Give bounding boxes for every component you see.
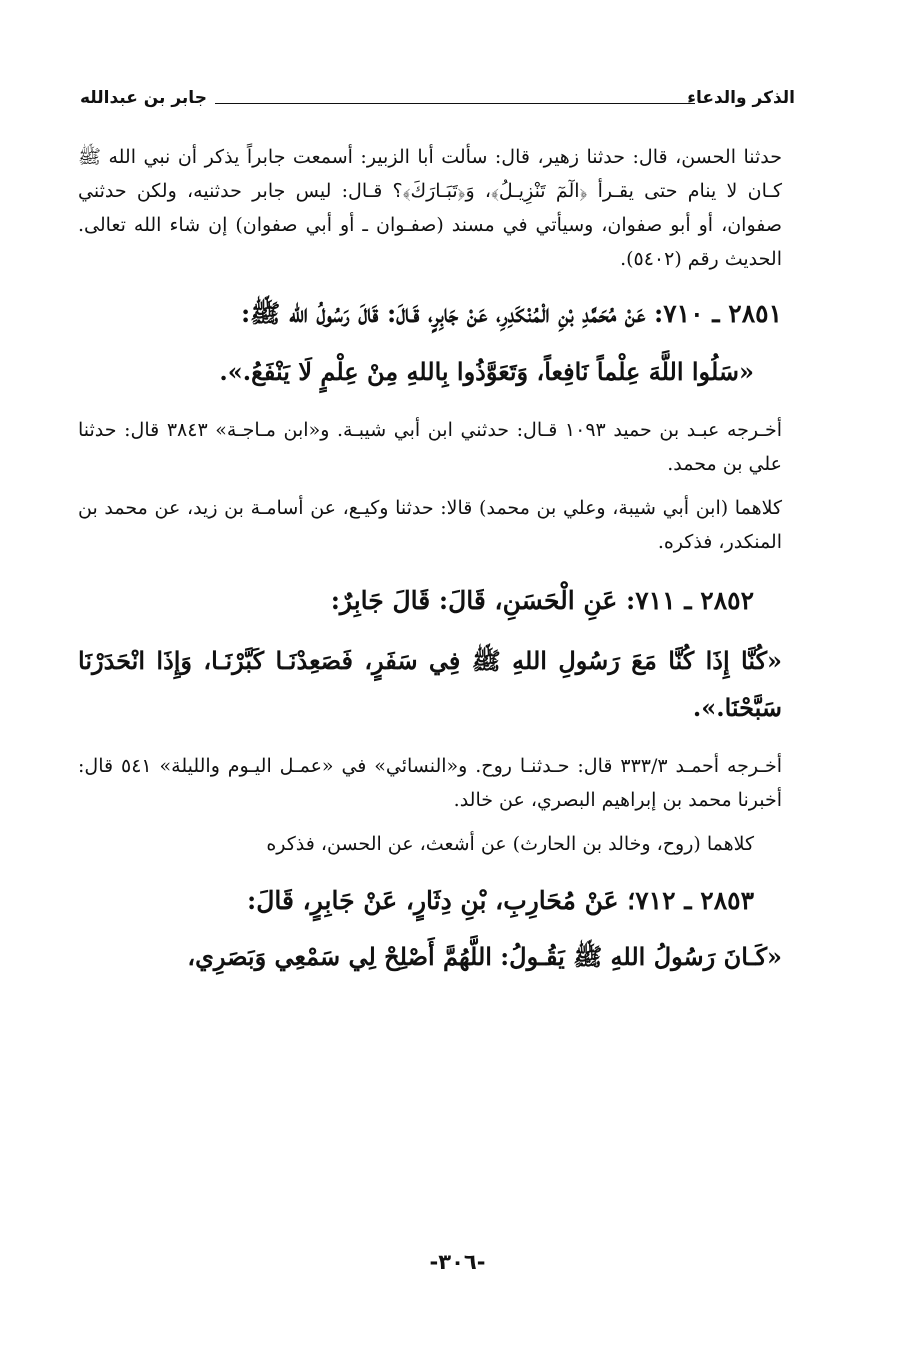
chain-paragraph: كلاهما (ابن أبي شيبة، وعلي بن محمد) قالا: حدثنا وكيـع، عن أسامـة بن زيد، عن محمد بن المنكدر، فذكره. bbox=[78, 497, 782, 553]
page-number: -٣٠٦- bbox=[429, 1250, 486, 1274]
takhrij-paragraph: أخـرجه عبـد بن حميد ١٠٩٣ قـال: حدثني ابن أبي شيبـة. و«ابن مـاجـة» ٣٨٤٣ قال: حدثنا علي بن محمد. bbox=[78, 419, 782, 475]
commentary-paragraph: حدثنا الحسن، قال: حدثنا زهير، قال: سألت أبا الزبير: أسمعت جابراً يذكر أن نبي الله ﷺ كـان لا ينام حتى يقـرأ ﴿الٓمٓ تَنْزِيـلُ﴾، وَ﴿تَبَـارَكَ﴾؟ قـال: ليس جابر حدثنيه، ولكن حدثني صفوان، أو أبو صفوان، وسيأتي في مسند (صفـوان ـ أو أبي صفوان) إن شاء الله تعالى. الحديث رقم (٥٤٠٢). bbox=[78, 146, 783, 270]
hadith-heading: ٢٨٥٣ ـ ٧١٢؛ عَنْ مُحَارِبِ، بْنِ دِثَارٍ، عَنْ جَابِرٍ، قَالَ: bbox=[246, 886, 754, 915]
section-title: الذكر والدعاء bbox=[687, 88, 795, 108]
hadith-text: «سَلُوا اللَّهَ عِلْماً نَافِعاً، وَتَعَوَّذُوا بِاللهِ مِنْ عِلْمٍ لَا يَنْفَعُ.». bbox=[219, 357, 754, 386]
hadith-heading: ٢٨٥١ ـ ٧١٠: عَنْ مُحَمَّدِ بْنِ الْمُنْكَدِرِ، عَنْ جَابِرٍ، قَـالَ: قَالَ رَسُولُ الله ﷺ: bbox=[240, 299, 782, 328]
header-rule bbox=[215, 103, 695, 104]
takhrij-paragraph: أخـرجه أحمـد ٣٣٣/٣ قال: حـدثنـا روح. و«النسائي» في «عمـل اليـوم والليلة» ٥٤١ قال: أخبرنا محمد بن إبراهيم البصري، عن خالد. bbox=[78, 755, 782, 811]
running-header bbox=[80, 88, 795, 116]
hadith-text: «كُنَّا إِذَا كُنَّا مَعَ رَسُولِ اللهِ ﷺ فِي سَفَرٍ، فَصَعِدْنَـا كَبَّرْنَـا، وَإِذَا انْحَدَرْنَا سَبَّحْنَا.». bbox=[78, 646, 782, 722]
page-body bbox=[78, 140, 782, 980]
chain-paragraph: كلاهما (روح، وخالد بن الحارث) عن أشعث، عن الحسن، فذكره bbox=[266, 833, 754, 855]
narrator-title: جابر بن عبدالله bbox=[80, 88, 207, 108]
hadith-heading: ٢٨٥٢ ـ ٧١١: عَنِ الْحَسَنِ، قَالَ: قَالَ جَابِرٌ: bbox=[330, 586, 754, 615]
hadith-text: «كَـانَ رَسُولُ اللهِ ﷺ يَقُـولُ: اللَّهُمَّ أَصْلِحْ لِي سَمْعِي وَبَصَرِي، bbox=[187, 942, 782, 971]
